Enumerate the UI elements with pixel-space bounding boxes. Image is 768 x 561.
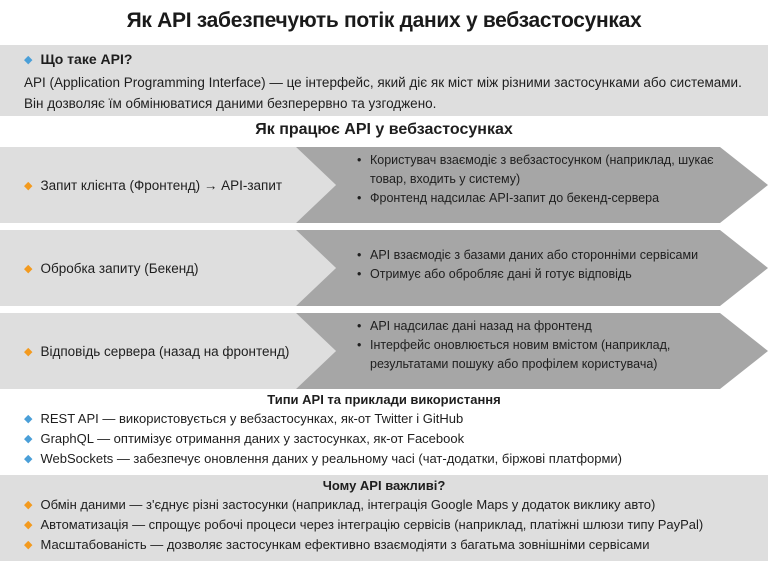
what-is-api-heading-text: Що таке API? bbox=[40, 51, 133, 67]
flow-stage-request bbox=[0, 147, 768, 223]
api-type-text: WebSockets — забезпечує оновлення даних у реальному часі (чат-додатки, біржові платформи) bbox=[40, 451, 623, 466]
diamond-orange-icon: ◆ bbox=[24, 262, 33, 275]
api-types-section bbox=[0, 390, 768, 474]
stage-point: • Користувач взаємодіє з вебзастосунком (наприклад, шукає товар, входить у систему) bbox=[356, 151, 734, 189]
stage-label bbox=[24, 313, 289, 389]
flow-stage-response bbox=[0, 313, 768, 389]
why-api-text: Автоматизація — спрощує робочі процеси через інтеграцію сервісів (наприклад, платіжні шлюзи типу PayPal) bbox=[40, 517, 704, 532]
stage-point: • API взаємодіє з базами даних або сторонніми сервісами bbox=[356, 246, 734, 265]
diamond-orange-icon: ◆ bbox=[24, 179, 33, 192]
diamond-orange-icon: ◆ bbox=[24, 345, 33, 358]
why-api-text: Масштабованість — дозволяє застосункам ефективно взаємодіяти з багатьма зовнішніми сервісами bbox=[40, 537, 650, 552]
stage-point: • Фронтенд надсилає API-запит до бекенд-сервера bbox=[356, 189, 734, 208]
diamond-orange-icon: ◆ bbox=[24, 499, 33, 511]
stage-points bbox=[356, 317, 734, 374]
stage-point: • API надсилає дані назад на фронтенд bbox=[356, 317, 734, 336]
diamond-blue-icon: ◆ bbox=[24, 413, 33, 425]
api-type-text: REST API — використовується у вебзастосунках, як-от Twitter і GitHub bbox=[40, 411, 464, 426]
stage-label bbox=[24, 147, 282, 223]
diamond-blue-icon: ◆ bbox=[24, 54, 33, 66]
diamond-orange-icon: ◆ bbox=[24, 539, 33, 551]
what-is-api-panel bbox=[0, 45, 768, 116]
diamond-blue-icon: ◆ bbox=[24, 453, 33, 465]
stage-point: • Отримує або обробляє дані й готує відповідь bbox=[356, 265, 734, 284]
why-api-item bbox=[24, 497, 655, 512]
stage-label-text: Відповідь сервера (назад на фронтенд) bbox=[40, 343, 290, 359]
api-type-item bbox=[24, 431, 464, 446]
stage-points bbox=[356, 246, 734, 284]
api-type-text: GraphQL — оптимізує отримання даних у застосунках, як-от Facebook bbox=[40, 431, 465, 446]
what-is-api-heading bbox=[24, 51, 132, 67]
why-api-section bbox=[0, 475, 768, 561]
why-api-item bbox=[24, 537, 650, 552]
api-type-item bbox=[24, 411, 463, 426]
flow-stage-processing bbox=[0, 230, 768, 306]
stage-label bbox=[24, 230, 199, 306]
how-api-works-title: Як працює API у вебзастосунках bbox=[255, 121, 513, 138]
api-type-item bbox=[24, 451, 622, 466]
stage-point: • Інтерфейс оновлюється новим вмістом (наприклад, результатами пошуку або профілем користувача) bbox=[356, 336, 734, 374]
diamond-orange-icon: ◆ bbox=[24, 519, 33, 531]
stage-points bbox=[356, 151, 734, 208]
stage-label-text: Запит клієнта (Фронтенд) → API-запит bbox=[40, 177, 283, 193]
api-types-title: Типи API та приклади використання bbox=[267, 392, 501, 407]
stage-label-text: Обробка запиту (Бекенд) bbox=[40, 260, 199, 276]
why-api-title: Чому API важливі? bbox=[322, 478, 446, 493]
page-title: Як API забезпечують потік даних у вебзастосунках bbox=[126, 9, 642, 32]
what-is-api-text: API (Application Programming Interface) — це інтерфейс, який діє як міст між різними застосунками або системами. Він дозволяє їм обмінюватися даними безперервно та узгоджено. bbox=[24, 75, 742, 111]
why-api-text: Обмін даними — з'єднує різні застосунки (наприклад, інтеграція Google Maps у додаток виклику авто) bbox=[40, 497, 656, 512]
diamond-blue-icon: ◆ bbox=[24, 433, 33, 445]
why-api-item bbox=[24, 517, 703, 532]
